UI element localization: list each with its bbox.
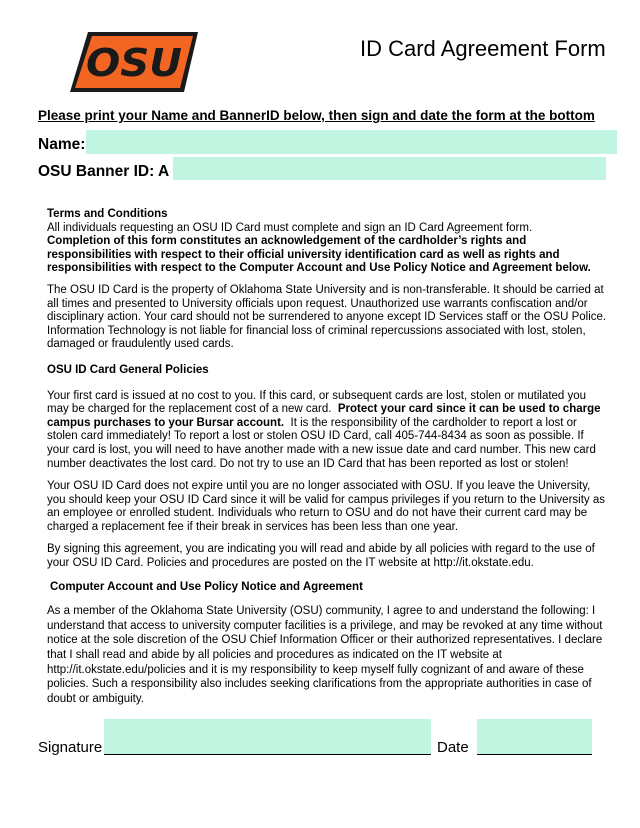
computer-body: As a member of the Oklahoma State University (OSU) community, I agree to and understand the following: I understand that access to university computer facilities is a privilege, and may be revoked at any time without notice at the sole discretion of the OSU Chief Information Officer or their authorized representatives. I declare that I shall read and abide by all policies and procedures as indicated on the IT website at http://it.okstate.edu/policies and it is my responsibility to keep myself fully cognizant of and aware of these policies. Such a responsibility also includes seeking clarifications from the appropriate authorities in case of doubt or ambiguity. [47,605,603,705]
terms-intro: All individuals requesting an OSU ID Card must complete and sign an ID Card Agreement form. [47,221,533,234]
osu-logo-text: OSU [86,41,183,85]
banner-id-field[interactable] [173,157,606,180]
name-label: Name: [38,136,86,153]
banner-id-label: OSU Banner ID: A [38,163,170,180]
policies-p1-bold: Protect your card since it can be used to charge campus purchases to your Bursar account. [47,403,601,429]
osu-logo [68,26,200,98]
signature-line [104,754,431,755]
policies-heading: OSU ID Card General Policies [47,363,209,376]
terms-heading: Terms and Conditions [47,208,168,220]
computer-heading: Computer Account and Use Policy Notice and Agreement [50,580,363,593]
policies-paragraph-3: By signing this agreement, you are indicating you will read and abide by all policies with regard to the use of your OSU ID Card. Policies and procedures are posted on the IT website at http://it.okstate.edu. [47,543,595,570]
terms-property: The OSU ID Card is the property of Oklahoma State University and is non-transferable. It should be carried at all times and presented to University officials upon request. Unauthorized use warrants confiscation and/or disciplinary action. Your card should not be surrendered to anyone except ID Services staff or the OSU Police. Information Technology is not liable for financial loss of criminal repercussions associated with lost, stolen, damaged or fraudulently used cards. [47,283,607,351]
form-title: ID Card Agreement Form [360,36,606,61]
policies-p1-text-a: Your first card is issued at no cost to you. If this card, or subsequent cards are lost, stolen or mutilated you may be charged for the replacement cost of a new card. [47,389,587,416]
policies-p1-text-b: It is the responsibility of the cardholder to report a lost or stolen card immediately! To report a lost or stolen OSU ID Card, call 405-744-8434 as soon as possible. If your card is lost, you will need to have another made with a new issue date and card number. This new card number deactivates the lost card. Do not try to use an ID Card that has been reported as lost or stolen! [47,416,596,470]
policies-paragraph-2: Your OSU ID Card does not expire until you are no longer associated with OSU. If you leave the University, you should keep your OSU ID Card since it will be valid for campus privileges if you return to the University as an employee or enrolled student. Individuals who return to OSU and do not have their current card may be charged a replacement fee if their break in services has been less than one year. [47,480,605,533]
name-field[interactable] [86,130,617,154]
terms-intro-bold: Completion of this form constitutes an acknowledgement of the cardholder’s rights and responsibilities with respect to their official university identification card as well as rights and responsibilities with respect to the Computer Account and Use Policy Notice and Agreement below. [47,235,591,275]
date-field[interactable] [477,719,592,755]
date-line [477,754,592,755]
signature-field[interactable] [104,719,431,755]
policies-paragraph-1 [47,390,607,472]
instruction-text: Please print your Name and BannerID below, then sign and date the form at the bottom [38,108,595,123]
signature-label: Signature [38,739,103,756]
terms-section [47,208,607,706]
date-label: Date [437,739,469,756]
